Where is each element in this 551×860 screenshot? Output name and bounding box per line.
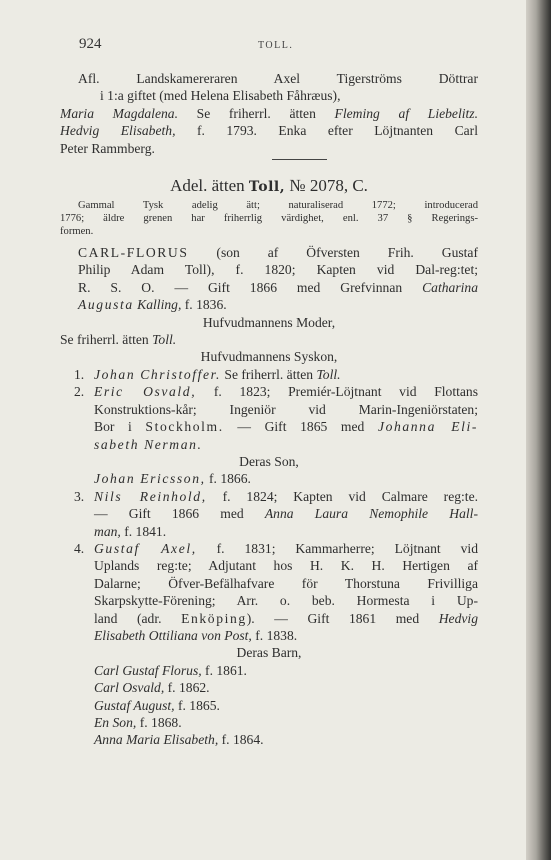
- subheading-barn: Deras Barn,: [236, 645, 302, 661]
- book-binding-edge: [526, 0, 551, 860]
- subheading-son: Deras Son,: [239, 453, 299, 469]
- divider-rule: [272, 159, 327, 160]
- list-item: 2. Eric Osvald, f. 1823; Premiér-Löjtnant vid Flottans Konstruktions-kår; Ingeniör vid Marin-Ingeniörstaten; Bor i Stockholm. — Gift 1865 med Johanna Eli- sabeth Nerman.: [74, 384, 478, 452]
- subheading-syskon: Hufvudmannens Syskon,: [200, 349, 338, 365]
- page-header: [0, 36, 526, 56]
- text-line: i 1:a giftet (med Helena Elisabeth Fåhræus),: [100, 88, 341, 104]
- text-line: Afl. Landskamereraren Axel Tigerströms Döttrar: [78, 71, 478, 86]
- child-entry: Johan Ericsson, f. 1866.: [94, 471, 251, 487]
- section-heading: Adel. ätten Toll, № 2078, C.: [170, 176, 368, 196]
- intro-paragraph: Gammal Tysk adelig ätt; naturaliserad 1772; introducerad 1776; äldre grenen har friherrlig värdighet, enl. 37 § Regerings- formen.: [60, 200, 478, 238]
- list-item: 1. Johan Christoffer. Se friherrl. ätten Toll.: [74, 366, 341, 382]
- text-line: Peter Rammberg.: [60, 140, 155, 156]
- page-number: 924: [79, 36, 102, 52]
- child-entry: Carl Osvald, f. 1862.: [94, 680, 210, 696]
- entry-carl-florus: CARL-FLORUS (son af Öfversten Frih. Gustaf Philip Adam Toll), f. 1820; Kapten vid Dal-reg:tet; R. S. O. — Gift 1866 med Grefvinnan Catharina Augusta Kalling, f. 1836.: [78, 245, 478, 313]
- running-head: TOLL.: [258, 40, 294, 51]
- text-line: Hedvig Elisabeth, f. 1793. Enka efter Löjtnanten Carl: [60, 123, 478, 139]
- child-entry: Carl Gustaf Florus, f. 1861.: [94, 662, 247, 678]
- child-entry: En Son, f. 1868.: [94, 715, 182, 730]
- subheading-moder: Hufvudmannens Moder,: [202, 314, 336, 330]
- list-item: 4. Gustaf Axel, f. 1831; Kammarherre; Löjtnant vid Uplands reg:te; Adjutant hos H. K. H. Hertigen af Dalarne; Öfver-Befälhafvare för Thorstuna Frivilliga Skarpskytte-Förening; Arr. o. beb. Hormesta i Up- land (adr. Enköping). — Gift 1861 med Hedvig Elisabeth Ottiliana von Post, f. 1838.: [74, 540, 478, 643]
- list-item: 3. Nils Reinhold, f. 1824; Kapten vid Calmare reg:te. — Gift 1866 med Anna Laura Nemophile Hall- man, f. 1841.: [74, 488, 478, 539]
- text-line: Se friherrl. ätten Toll.: [60, 332, 177, 348]
- text-line: Maria Magdalena. Se friherrl. ätten Fleming af Liebelitz.: [60, 105, 478, 121]
- children-list: [60, 662, 478, 749]
- page-body: [60, 70, 478, 749]
- child-entry: Anna Maria Elisabeth, f. 1864.: [94, 732, 264, 748]
- child-entry: Gustaf August, f. 1865.: [94, 697, 220, 713]
